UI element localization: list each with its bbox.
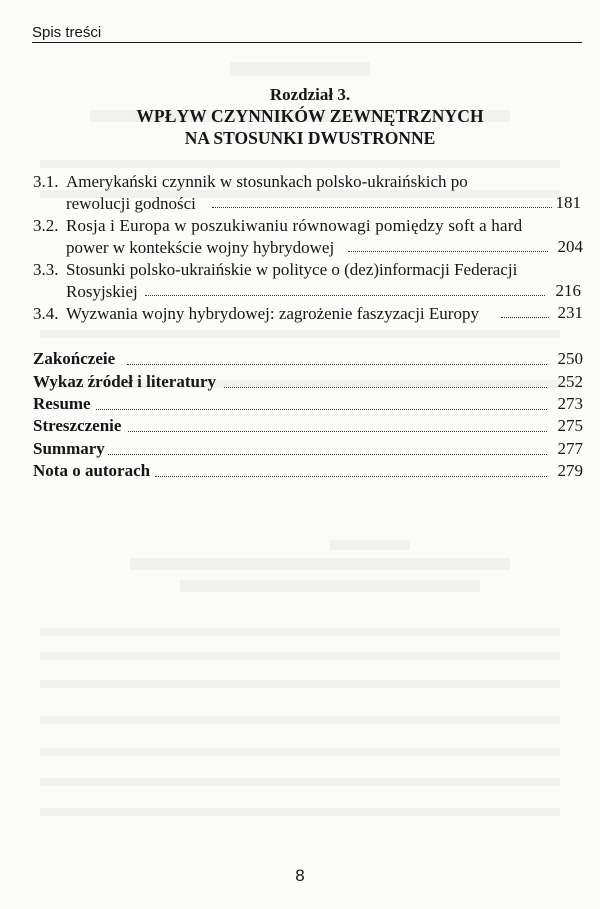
dot-leader (501, 317, 549, 318)
page-ref: 279 (557, 461, 583, 480)
section-title-line1: Wyzwania wojny hybrydowej: zagrożenie faszyzacji Europy (66, 304, 479, 323)
page-number: 8 (295, 866, 305, 885)
page-ref: 204 (557, 237, 583, 256)
section-title-line2: Rosyjskiej (66, 282, 138, 301)
section-number: 3.2. (33, 216, 59, 235)
page-ref: 275 (557, 416, 583, 435)
dot-leader (128, 431, 547, 432)
section-title-line1: Rosja i Europa w poszukiwaniu równowagi pomiędzy soft a hard (66, 216, 523, 235)
dot-leader (224, 387, 547, 388)
dot-leader (145, 295, 545, 296)
page-ref: 231 (557, 303, 583, 322)
dot-leader (108, 454, 547, 455)
section-title-line1: Amerykański czynnik w stosunkach polsko-ukraińskich po (66, 172, 468, 191)
running-header: Spis treści (32, 24, 102, 41)
page-ref: 216 (555, 281, 581, 300)
dot-leader (212, 207, 552, 208)
page-ref: 250 (557, 349, 583, 368)
section-number: 3.4. (33, 304, 59, 323)
dot-leader (127, 364, 547, 365)
page-ref: 273 (557, 394, 583, 413)
backmatter-label: Resume (33, 394, 91, 413)
backmatter-label: Streszczenie (33, 416, 122, 435)
backmatter-label: Summary (33, 439, 105, 458)
chapter-title-line1: WPŁYW CZYNNIKÓW ZEWNĘTRZNYCH (136, 106, 484, 126)
section-title-line1: Stosunki polsko-ukraińskie w polityce o (dez)informacji Federacji (66, 260, 518, 279)
page-ref: 277 (557, 439, 583, 458)
page-ref: 181 (555, 193, 581, 212)
header-rule (32, 42, 582, 43)
section-title-line2: rewolucji godności (66, 194, 196, 213)
dot-leader (348, 251, 548, 252)
backmatter-label: Nota o autorach (33, 461, 151, 480)
page-ref: 252 (557, 372, 583, 391)
backmatter-label: Wykaz źródeł i literatury (33, 372, 217, 391)
chapter-label: Rozdział 3. (269, 85, 351, 104)
section-number: 3.3. (33, 260, 59, 279)
dot-leader (96, 409, 547, 410)
section-title-line2: power w kontekście wojny hybrydowej (66, 238, 335, 257)
backmatter-label: Zakończeie (33, 349, 116, 368)
chapter-title-line2: NA STOSUNKI DWUSTRONNE (184, 128, 436, 148)
section-number: 3.1. (33, 172, 59, 191)
dot-leader (155, 476, 547, 477)
